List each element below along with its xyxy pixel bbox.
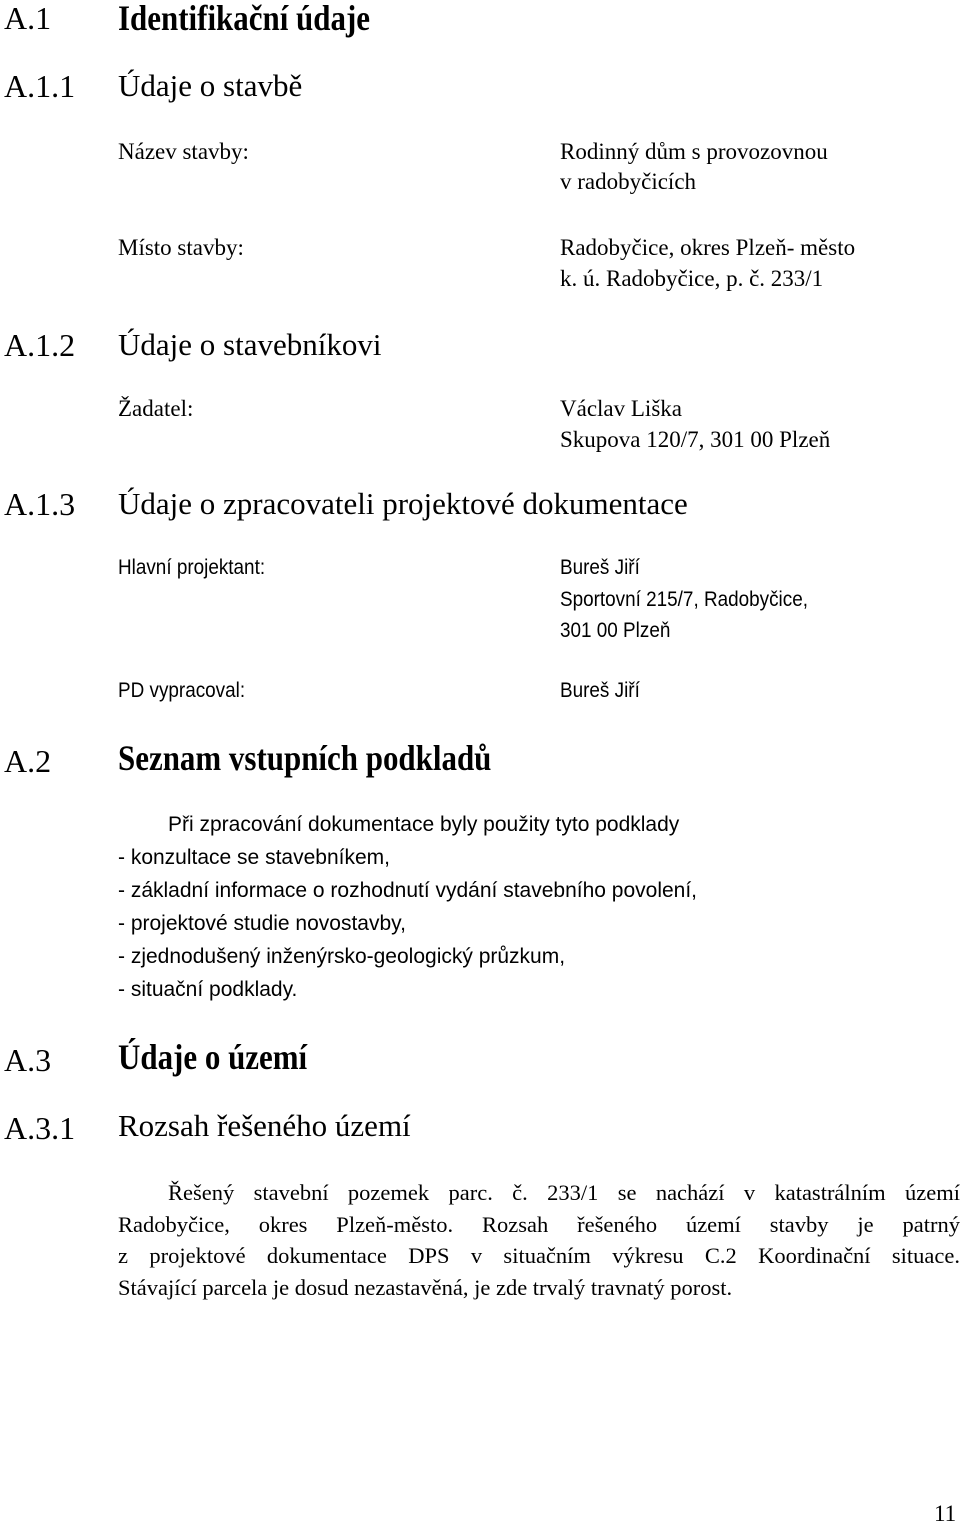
podklady-item: - situační podklady. bbox=[118, 978, 298, 1001]
section-title-a31: Rozsah řešeného území bbox=[118, 1108, 411, 1143]
section-title-a11: Údaje o stavbě bbox=[118, 68, 303, 103]
uzemi-line: Řešený stavební pozemek parc. č. 233/1 se nachází v katastrálním území bbox=[168, 1180, 960, 1205]
section-title-a2: Seznam vstupních podkladů bbox=[118, 738, 492, 778]
zadatel-value-line2: Skupova 120/7, 301 00 Plzeň bbox=[560, 427, 831, 452]
uzemi-line: Stávající parcela je dosud nezastavěná, je zde trvalý travnatý porost. bbox=[118, 1274, 733, 1300]
uzemi-paragraph bbox=[118, 1177, 960, 1303]
section-number-a12: A.1.2 bbox=[4, 327, 76, 363]
uzemi-line: z projektové dokumentace DPS v situačním výkresu C.2 Koordinační situace. bbox=[118, 1243, 960, 1268]
hlavni-projektant-value-line2: Sportovní 215/7, Radobyčice, bbox=[560, 588, 808, 611]
section-number-a3: A.3 bbox=[4, 1042, 52, 1078]
nazev-stavby-value-line1: Rodinný dům s provozovnou bbox=[560, 139, 828, 164]
section-number-a11: A.1.1 bbox=[4, 68, 76, 104]
pd-vypracoval-label: PD vypracoval: bbox=[118, 679, 246, 702]
section-title-a13: Údaje o zpracovateli projektové dokumentace bbox=[118, 486, 688, 521]
misto-stavby-value-line1: Radobyčice, okres Plzeň- město bbox=[560, 235, 856, 260]
section-number-a31: A.3.1 bbox=[4, 1110, 76, 1146]
section-title-a12: Údaje o stavebníkovi bbox=[118, 327, 382, 362]
section-title-a3: Údaje o území bbox=[118, 1037, 308, 1077]
zadatel-value-line1: Václav Liška bbox=[560, 396, 682, 421]
podklady-item: - zjednodušený inženýrsko-geologický průzkum, bbox=[118, 945, 566, 968]
podklady-item: - projektové studie novostavby, bbox=[118, 912, 406, 935]
zadatel-label: Žadatel: bbox=[118, 396, 194, 421]
podklady-intro: Při zpracování dokumentace byly použity tyto podklady bbox=[168, 813, 680, 836]
hlavni-projektant-value-line3: 301 00 Plzeň bbox=[560, 619, 671, 642]
section-number-a1: A.1 bbox=[4, 0, 52, 36]
misto-stavby-value-line2: k. ú. Radobyčice, p. č. 233/1 bbox=[560, 266, 824, 291]
podklady-item: - základní informace o rozhodnutí vydání stavebního povolení, bbox=[118, 879, 698, 902]
page-number: 11 bbox=[934, 1501, 957, 1526]
uzemi-line: Radobyčice, okres Plzeň-město. Rozsah řešeného území stavby je patrný bbox=[118, 1211, 960, 1237]
nazev-stavby-label: Název stavby: bbox=[118, 139, 249, 164]
nazev-stavby-value-line2: v radobyčicích bbox=[560, 169, 697, 194]
hlavni-projektant-label: Hlavní projektant: bbox=[118, 556, 266, 579]
section-title-a1: Identifikační údaje bbox=[118, 0, 371, 38]
podklady-item: - konzultace se stavebníkem, bbox=[118, 846, 390, 869]
section-number-a13: A.1.3 bbox=[4, 486, 76, 522]
pd-vypracoval-value: Bureš Jiří bbox=[560, 679, 640, 702]
misto-stavby-label: Místo stavby: bbox=[118, 235, 244, 260]
section-number-a2: A.2 bbox=[4, 743, 52, 779]
hlavni-projektant-value-line1: Bureš Jiří bbox=[560, 556, 640, 579]
